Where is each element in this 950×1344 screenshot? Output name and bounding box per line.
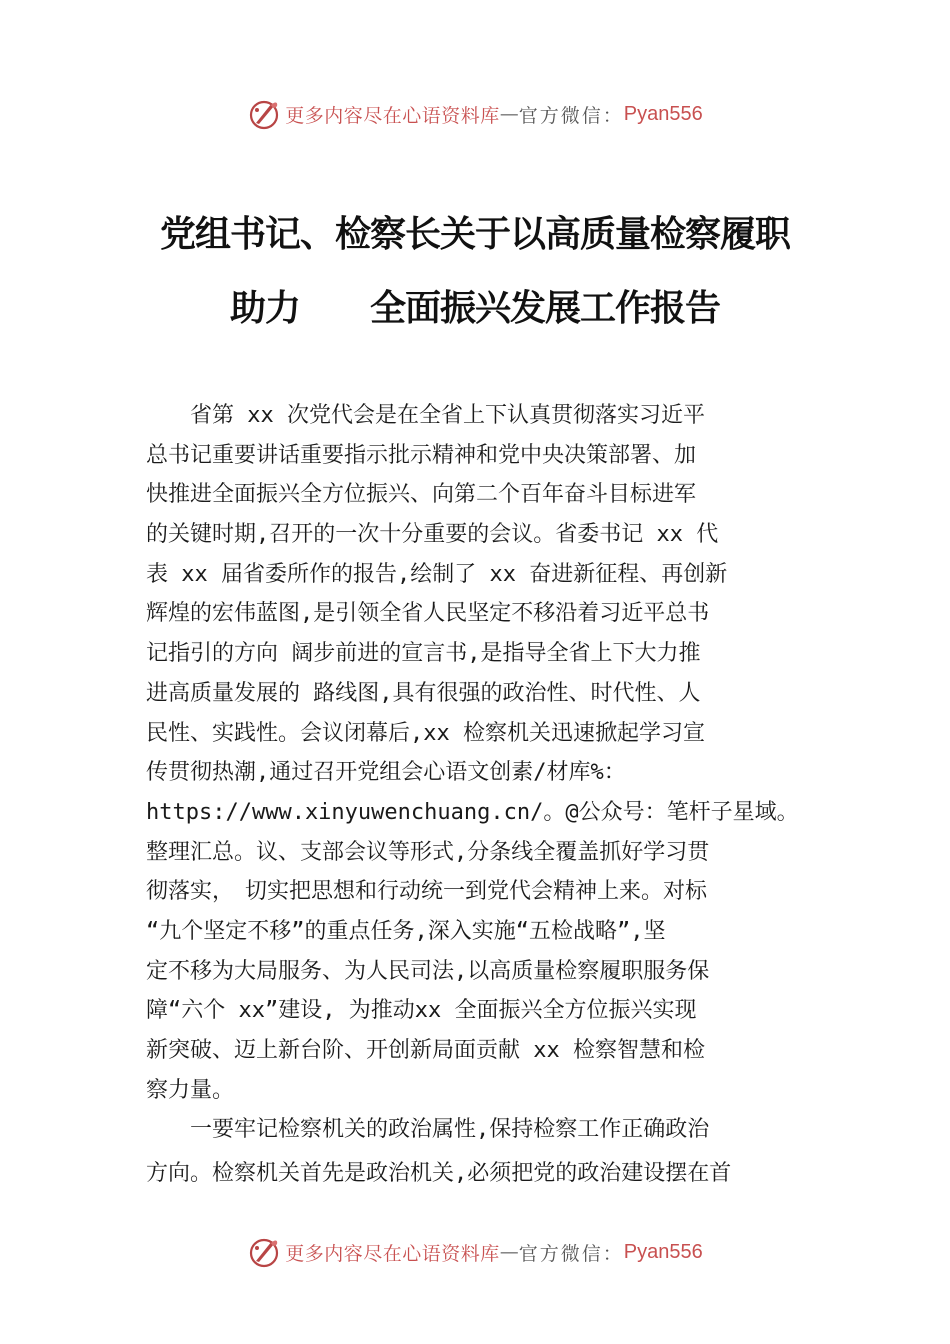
body-line: 方向。检察机关首先是政治机关,必须把党的政治建设摆在首 <box>146 1161 732 1187</box>
body-line: 省第 xx 次党代会是在全省上下认真贯彻落实习近平 <box>146 403 705 428</box>
body-line: 总书记重要讲话重要指示批示精神和党中央决策部署、加 <box>146 442 697 468</box>
header-banner <box>0 92 950 136</box>
footer-banner <box>0 1230 950 1274</box>
banner-site-text: 更多内容尽在心语资料库 <box>285 1242 500 1265</box>
body-line: 彻落实， 切实把思想和行动统一到党代会精神上来。对标 <box>146 879 708 905</box>
body-line: 察力量。 <box>146 1077 235 1103</box>
body-line: “九个坚定不移”的重点任务,深入实施“五检战略”,坚 <box>146 918 666 944</box>
body-line: 障“六个 xx”建设, 为推动xx 全面振兴全方位振兴实现 <box>146 998 697 1024</box>
body-line-url: https://www.xinyuwenchuang.cn/。@公众号：笔杆子星域。 <box>146 799 799 825</box>
body-line: 定不移为大局服务、为人民司法,以高质量检察履职服务保 <box>146 958 710 984</box>
body-line: 整理汇总。议、支部会议等形式,分条线全覆盖抓好学习贯 <box>146 839 710 865</box>
banner-dash: — <box>499 1241 519 1263</box>
banner-wechat-label: 官方微信： <box>518 1242 624 1265</box>
quill-logo-icon <box>247 97 281 131</box>
body-line: 记指引的方向 阔步前进的宣言书,是指导全省上下大力推 <box>146 641 701 667</box>
document-title-line-2: 助力 全面振兴发展工作报告 <box>229 287 720 329</box>
body-line: 辉煌的宏伟蓝图,是引领全省人民坚定不移沿着习近平总书 <box>146 601 710 627</box>
body-line: 一要牢记检察机关的政治属性,保持检察工作正确政治 <box>146 1117 710 1143</box>
body-line: 进高质量发展的 路线图,具有很强的政治性、时代性、人 <box>146 680 701 706</box>
banner-wechat-id: Pyan556 <box>623 102 703 125</box>
body-line: 表 xx 届省委所作的报告,绘制了 xx 奋进新征程、再创新 <box>146 561 728 587</box>
body-line: 的关键时期,召开的一次十分重要的会议。省委书记 xx 代 <box>146 522 719 548</box>
document-body <box>146 396 846 1194</box>
body-line: 快推进全面振兴全方位振兴、向第二个百年奋斗目标进军 <box>146 482 697 508</box>
banner-wechat-id: Pyan556 <box>623 1240 703 1263</box>
banner-dash: — <box>499 103 519 125</box>
banner-wechat-label: 官方微信： <box>518 104 624 127</box>
quill-logo-icon <box>247 1235 281 1269</box>
body-line: 新突破、迈上新台阶、开创新局面贡献 xx 检察智慧和检 <box>146 1038 705 1063</box>
body-line: 传贯彻热潮,通过召开党组会心语文创素/材库%： <box>146 760 626 786</box>
body-line: 民性、实践性。会议闭幕后,xx 检察机关迅速掀起学习宣 <box>146 720 705 746</box>
document-title-line-1: 党组书记、检察长关于以高质量检察履职 <box>159 213 790 255</box>
banner-site-text: 更多内容尽在心语资料库 <box>285 104 500 127</box>
